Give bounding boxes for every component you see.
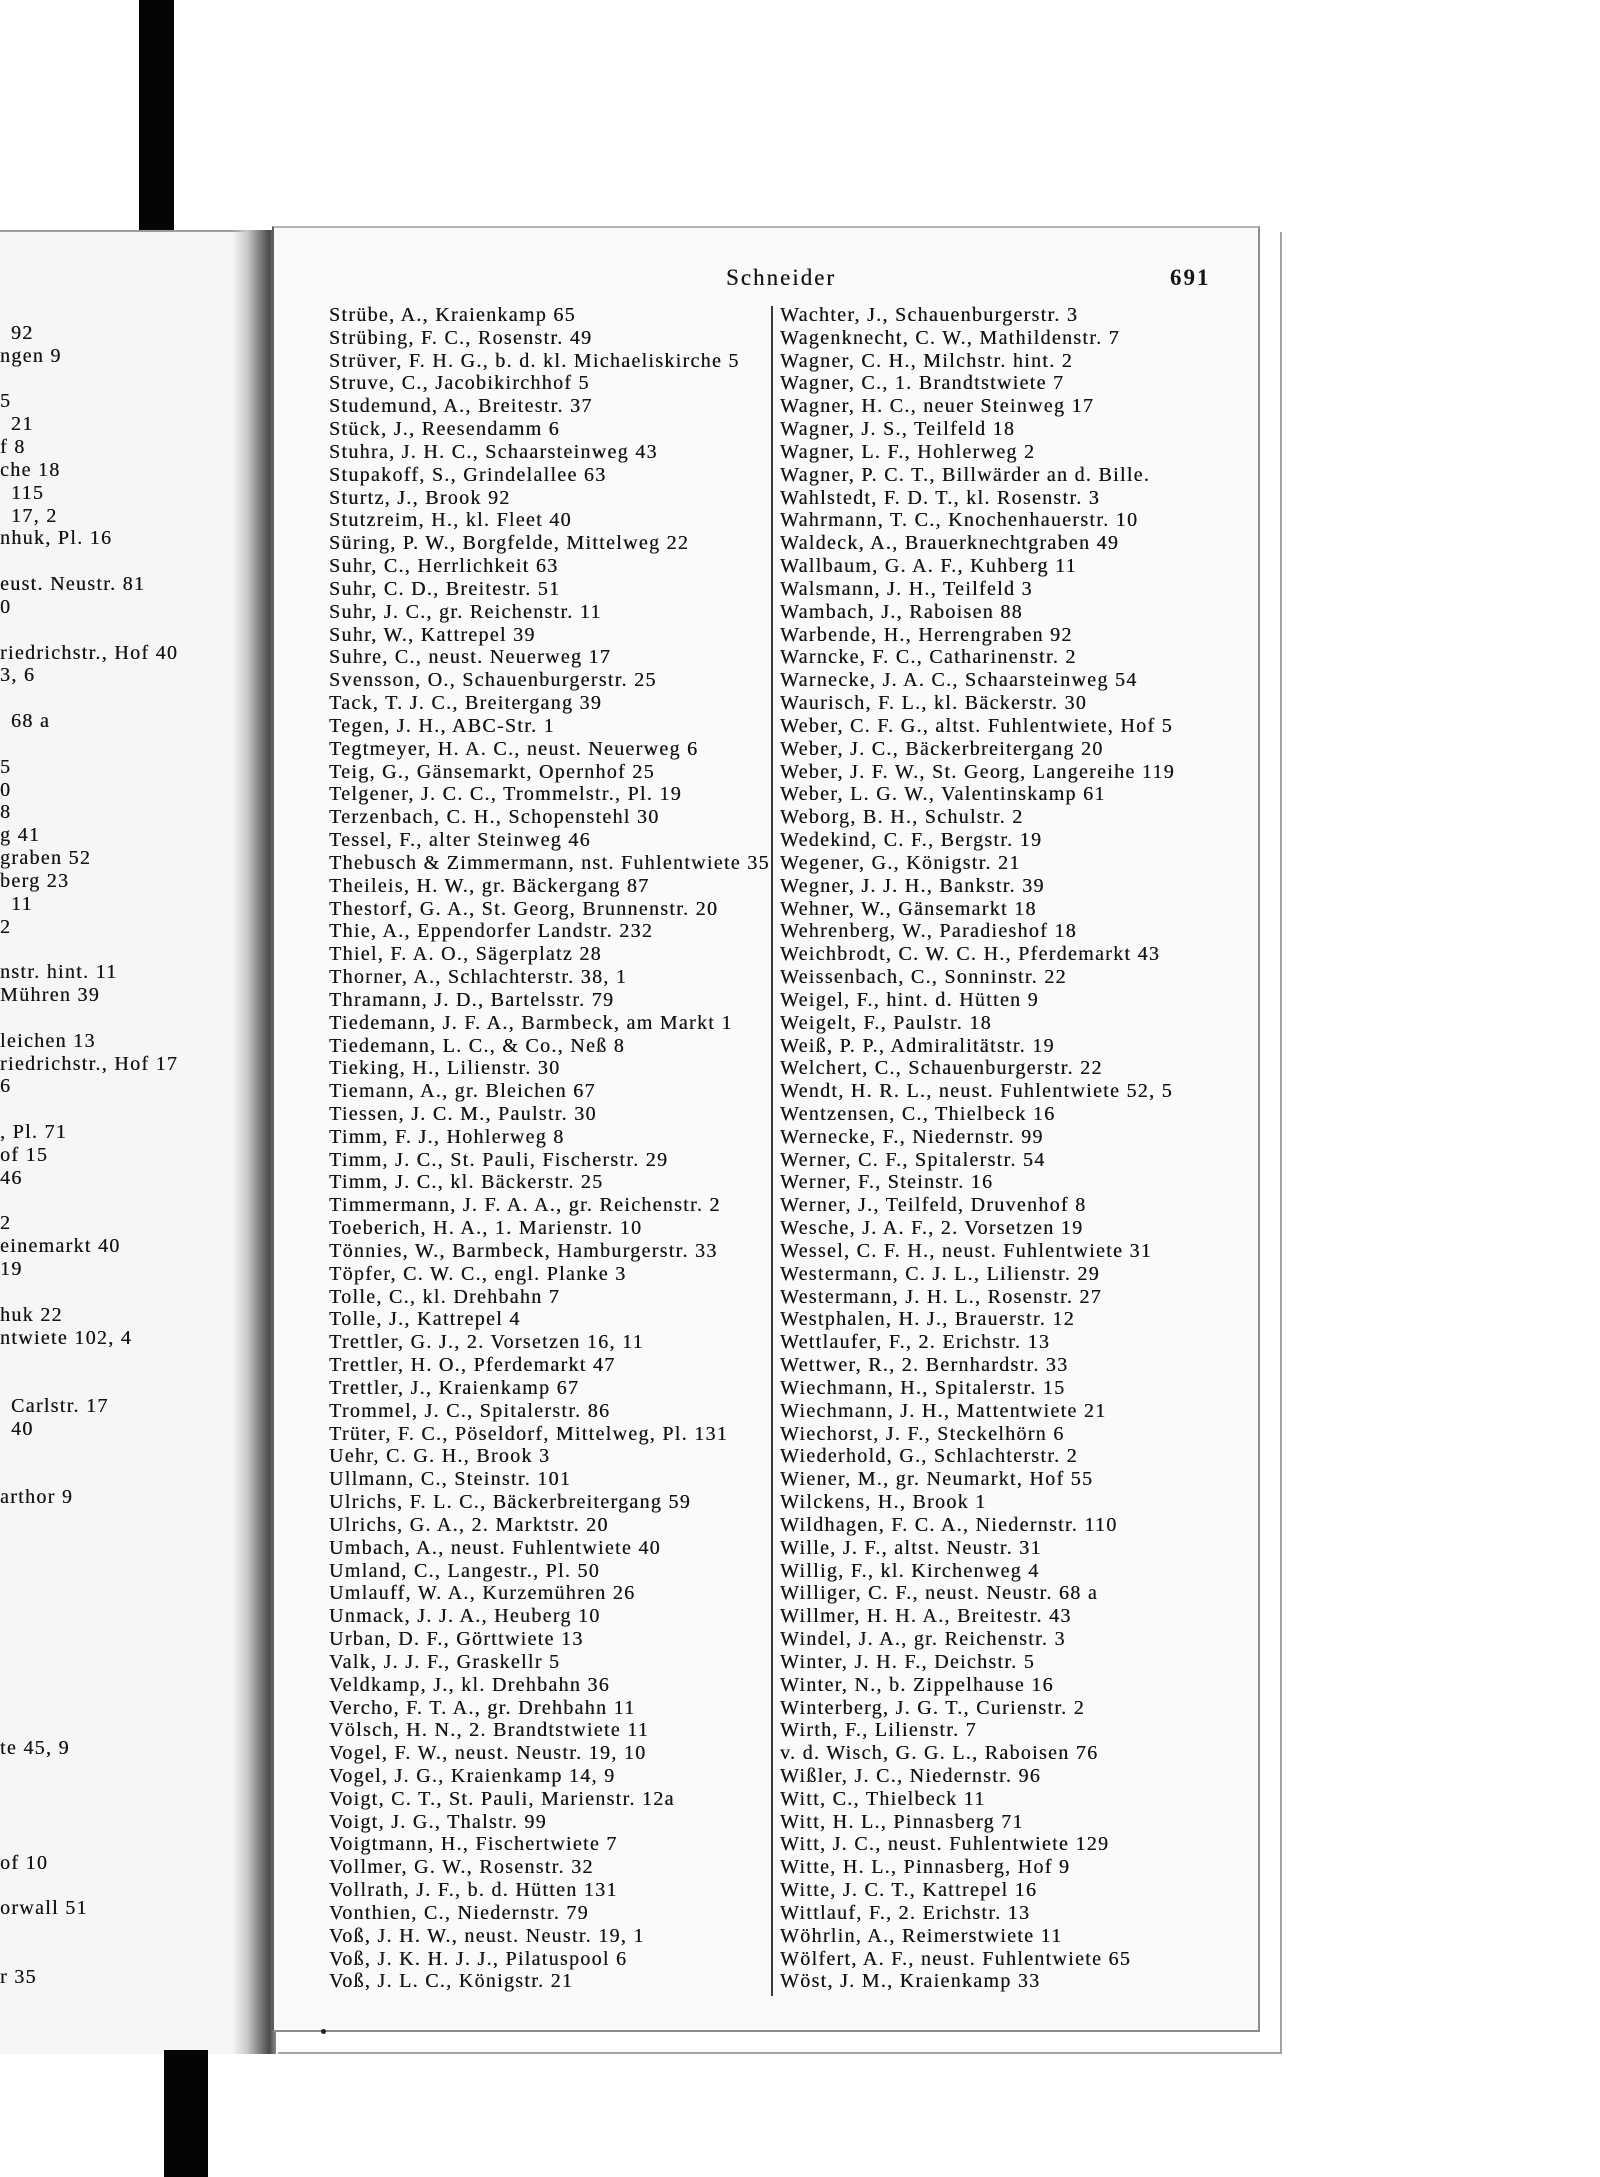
previous-page-line-fragment: 40 [11,1417,34,1440]
directory-entry: Wagenknecht, C. W., Mathildenstr. 7 [780,326,1120,349]
directory-entry: Wallbaum, G. A. F., Kuhberg 11 [780,555,1077,578]
directory-entry: Völsch, H. N., 2. Brandtstwiete 11 [329,1719,650,1742]
directory-entry: Westphalen, H. J., Brauerstr. 12 [780,1308,1075,1331]
directory-entry: Wahlstedt, F. D. T., kl. Rosenstr. 3 [780,486,1101,509]
previous-page-line-fragment: 3, 6 [0,664,36,687]
directory-entry: Tegen, J. H., ABC-Str. 1 [329,714,555,737]
previous-page-line-fragment: 115 [11,481,45,504]
directory-entry: Umland, C., Langestr., Pl. 50 [329,1559,601,1582]
directory-entry: Vogel, F. W., neust. Neustr. 19, 10 [329,1742,647,1765]
directory-entry: Windel, J. A., gr. Reichenstr. 3 [780,1628,1066,1651]
directory-entry: Suhr, W., Kattrepel 39 [329,623,536,646]
directory-entry: Tolle, J., Kattrepel 4 [329,1308,521,1331]
directory-entry: Wentzensen, C., Thielbeck 16 [780,1102,1056,1125]
directory-entry: Wiechmann, H., Spitalerstr. 15 [780,1376,1066,1399]
directory-entry: Umlauff, W. A., Kurzemühren 26 [329,1582,636,1605]
directory-entry: Weichbrodt, C. W. C. H., Pferdemarkt 43 [780,943,1161,966]
previous-page-line-fragment: 2 [0,1212,12,1235]
page-number: 691 [1170,265,1211,290]
directory-entry: Veldkamp, J., kl. Drehbahn 36 [329,1673,610,1696]
directory-entry: Strübing, F. C., Rosenstr. 49 [329,326,593,349]
directory-entry: Voigt, C. T., St. Pauli, Marienstr. 12a [329,1787,675,1810]
directory-entry: Warbende, H., Herrengraben 92 [780,623,1073,646]
entries-column-left [329,304,770,1993]
previous-page-line-fragment: 92 [11,322,34,344]
previous-page-line-fragment: 68 a [11,710,51,733]
previous-page-line-fragment: of 15 [0,1143,49,1166]
directory-entry: Wölfert, A. F., neust. Fuhlentwiete 65 [780,1947,1132,1970]
directory-entry: Struve, C., Jacobikirchhof 5 [329,372,590,395]
directory-entry: Terzenbach, C. H., Schopenstehl 30 [329,806,660,829]
directory-entry: Wagner, P. C. T., Billwärder an d. Bille. [780,463,1151,486]
directory-entry: Wagner, H. C., neuer Steinweg 17 [780,395,1095,418]
directory-entry: Winterberg, J. G. T., Curienstr. 2 [780,1696,1086,1719]
entries-column-right [780,304,1250,1993]
previous-page-line-fragment: 5 [0,390,12,413]
previous-page-line-fragment: 21 [11,413,34,436]
directory-entry: Stück, J., Reesendamm 6 [329,418,560,441]
previous-page-line-fragment: Mühren 39 [0,984,101,1007]
directory-entry: Studemund, A., Breitestr. 37 [329,395,593,418]
directory-entry: Winter, J. H. F., Deichstr. 5 [780,1650,1036,1673]
directory-entry: Wöhrlin, A., Reimerstwiete 11 [780,1924,1063,1947]
previous-page-line-fragment: che 18 [0,458,61,481]
directory-entry: Vogel, J. G., Kraienkamp 14, 9 [329,1765,616,1787]
previous-page-line-fragment: g 41 [0,824,41,847]
directory-entry: Telgener, J. C. C., Trommelstr., Pl. 19 [329,783,682,806]
previous-page-line-fragment: ntwiete 102, 4 [0,1326,133,1349]
directory-entry: Thestorf, G. A., St. Georg, Brunnenstr. 20 [329,897,719,920]
directory-entry: Wittlauf, F., 2. Erichstr. 13 [780,1901,1031,1924]
previous-page-line-fragment: riedrichstr., Hof 40 [0,641,179,664]
directory-entry: Westermann, C. J. L., Lilienstr. 29 [780,1262,1100,1285]
previous-page-line-fragment: 19 [0,1258,23,1281]
directory-entry: Wessel, C. F. H., neust. Fuhlentwiete 31 [780,1239,1153,1262]
directory-entry: Wilckens, H., Brook 1 [780,1491,987,1514]
directory-entry: Witt, C., Thielbeck 11 [780,1787,986,1810]
directory-entry: Svensson, O., Schauenburgerstr. 25 [329,669,657,692]
directory-entry: Tiedemann, J. F. A., Barmbeck, am Markt 1 [329,1011,733,1034]
directory-entry: Walsmann, J. H., Teilfeld 3 [780,577,1033,600]
directory-entry: Williger, C. F., neust. Neustr. 68 a [780,1582,1099,1605]
directory-entry: Wettwer, R., 2. Bernhardstr. 33 [780,1354,1069,1377]
directory-entry: Suhre, C., neust. Neuerweg 17 [329,646,612,669]
directory-entry: Vonthien, C., Niedernstr. 79 [329,1901,589,1924]
directory-entry: Tiemann, A., gr. Bleichen 67 [329,1080,596,1103]
directory-entry: Wesche, J. A. F., 2. Vorsetzen 19 [780,1217,1084,1240]
directory-entry: Weber, J. C., Bäckerbreitergang 20 [780,737,1104,760]
directory-entry: Urban, D. F., Görttwiete 13 [329,1628,584,1651]
directory-entry: Timm, J. C., St. Pauli, Fischerstr. 29 [329,1148,669,1171]
directory-entry: Warncke, F. C., Catharinenstr. 2 [780,646,1077,669]
directory-entry: Voß, J. L. C., Königstr. 21 [329,1970,574,1993]
directory-entry: Wahrmann, T. C., Knochenhauerstr. 10 [780,509,1139,532]
directory-entry: Wagner, J. S., Teilfeld 18 [780,418,1016,441]
directory-entry: Strüver, F. H. G., b. d. kl. Michaeliskirche 5 [329,349,740,372]
directory-entry: Witte, J. C. T., Kattrepel 16 [780,1879,1038,1902]
directory-entry: Uehr, C. G. H., Brook 3 [329,1445,551,1468]
directory-entry: Werner, F., Steinstr. 16 [780,1171,994,1194]
previous-page-line-fragment: 5 [0,755,12,778]
directory-entry: Voigt, J. G., Thalstr. 99 [329,1810,547,1833]
directory-entry: Wettlaufer, F., 2. Erichstr. 13 [780,1331,1051,1354]
directory-entry: Wendt, H. R. L., neust. Fuhlentwiete 52, 5 [780,1080,1173,1103]
directory-entry: Weigel, F., hint. d. Hütten 9 [780,988,1039,1011]
previous-page-line-fragment: graben 52 [0,847,92,870]
page-gutter [232,230,276,2054]
scan-border-strip-bottom [164,2050,208,2177]
directory-entry: Weiß, P. P., Admiralitätstr. 19 [780,1034,1055,1057]
directory-entry: Wille, J. F., altst. Neustr. 31 [780,1536,1042,1559]
previous-page-line-fragment: einemarkt 40 [0,1235,121,1258]
previous-page-line-fragment: riedrichstr., Hof 17 [0,1052,179,1075]
directory-entry: Teig, G., Gänsemarkt, Opernhof 25 [329,760,655,783]
previous-page-line-fragment: 6 [0,1075,12,1098]
previous-page-line-fragment: leichen 13 [0,1029,96,1052]
previous-page-line-fragment: arthor 9 [0,1486,74,1509]
previous-page-lines [0,232,250,2054]
directory-entry: Unmack, J. J. A., Heuberg 10 [329,1605,601,1628]
directory-entry: Voß, J. K. H. J. J., Pilatuspool 6 [329,1947,628,1970]
ink-speck [321,2029,326,2034]
directory-entry: Tönnies, W., Barmbeck, Hamburgerstr. 33 [329,1239,718,1262]
previous-page [0,230,250,2054]
directory-entry: Timm, F. J., Hohlerweg 8 [329,1125,565,1148]
directory-entry: Tiessen, J. C. M., Paulstr. 30 [329,1102,597,1125]
directory-entry: Wirth, F., Lilienstr. 7 [780,1719,977,1742]
directory-entry: Thie, A., Eppendorfer Landstr. 232 [329,920,654,943]
directory-entry: Wildhagen, F. C. A., Niedernstr. 110 [780,1513,1118,1536]
directory-entry: Wöst, J. M., Kraienkamp 33 [780,1970,1041,1993]
directory-entry: Wambach, J., Raboisen 88 [780,600,1023,623]
directory-entry: Weborg, B. H., Schulstr. 2 [780,806,1024,829]
directory-entry: Witt, H. L., Pinnasberg 71 [780,1810,1024,1833]
directory-entry: Tack, T. J. C., Breitergang 39 [329,692,603,715]
directory-entry: Tieking, H., Lilienstr. 30 [329,1057,561,1080]
directory-entry: Wachter, J., Schauenburgerstr. 3 [780,304,1079,326]
directory-entry: v. d. Wisch, G. G. L., Raboisen 76 [780,1742,1099,1765]
previous-page-line-fragment: 0 [0,595,12,618]
previous-page-line-fragment: huk 22 [0,1303,63,1326]
directory-entry: Töpfer, C. W. C., engl. Planke 3 [329,1262,627,1285]
previous-page-line-fragment: berg 23 [0,869,70,892]
directory-entry: Tegtmeyer, H. A. C., neust. Neuerweg 6 [329,737,699,760]
directory-entry: Winter, N., b. Zippelhause 16 [780,1673,1054,1696]
directory-entry: Süring, P. W., Borgfelde, Mittelweg 22 [329,532,690,555]
directory-entry: Vercho, F. T. A., gr. Drehbahn 11 [329,1696,636,1719]
directory-entry: Werner, J., Teilfeld, Druvenhof 8 [780,1194,1087,1217]
directory-entry: Voß, J. H. W., neust. Neustr. 19, 1 [329,1924,645,1947]
directory-entry: Tessel, F., alter Steinweg 46 [329,829,591,852]
previous-page-line-fragment: eust. Neustr. 81 [0,573,146,596]
directory-entry: Welchert, C., Schauenburgerstr. 22 [780,1057,1103,1080]
previous-page-line-fragment: Carlstr. 17 [11,1395,109,1417]
previous-page-line-fragment: of 10 [0,1851,49,1874]
directory-entry: Vollrath, J. F., b. d. Hütten 131 [329,1879,618,1902]
directory-entry: Waldeck, A., Brauerknechtgraben 49 [780,532,1120,555]
previous-page-line-fragment: 0 [0,778,12,801]
directory-entry: Vollmer, G. W., Rosenstr. 32 [329,1856,594,1879]
directory-entry: Wehner, W., Gänsemarkt 18 [780,897,1037,920]
directory-entry: Wiederhold, G., Schlachterstr. 2 [780,1445,1078,1468]
directory-entry: Stuhra, J. H. C., Schaarsteinweg 43 [329,440,658,463]
directory-entry: Suhr, J. C., gr. Reichenstr. 11 [329,600,602,623]
directory-entry: Stutzreim, H., kl. Fleet 40 [329,509,572,532]
previous-page-line-fragment: te 45, 9 [0,1737,70,1760]
directory-entry: Thramann, J. D., Bartelsstr. 79 [329,988,615,1011]
previous-page-line-fragment: , Pl. 71 [0,1121,68,1144]
directory-entry: Wegner, J. J. H., Bankstr. 39 [780,874,1045,897]
directory-entry: Wedekind, C. F., Bergstr. 19 [780,829,1043,852]
previous-page-line-fragment: orwall 51 [0,1897,88,1920]
directory-entry: Ulrichs, G. A., 2. Marktstr. 20 [329,1513,609,1536]
directory-entry: Trettler, G. J., 2. Vorsetzen 16, 11 [329,1331,644,1354]
directory-entry: Trettler, H. O., Pferdemarkt 47 [329,1354,616,1377]
directory-entry: Weber, L. G. W., Valentinskamp 61 [780,783,1106,806]
directory-entry: Wiener, M., gr. Neumarkt, Hof 55 [780,1468,1094,1491]
running-head: Schneider [726,265,836,290]
scan-border-strip-top [139,0,174,232]
previous-page-line-fragment: nstr. hint. 11 [0,961,118,984]
directory-entry: Weber, J. F. W., St. Georg, Langereihe 119 [780,760,1175,783]
directory-entry: Wiechmann, J. H., Mattentwiete 21 [780,1399,1107,1422]
directory-entry: Waurisch, F. L., kl. Bäckerstr. 30 [780,692,1088,715]
directory-entry: Wehrenberg, W., Paradieshof 18 [780,920,1077,943]
directory-entry: Thiel, F. A. O., Sägerplatz 28 [329,943,602,966]
directory-entry: Wernecke, F., Niedernstr. 99 [780,1125,1044,1148]
directory-entry: Strübe, A., Kraienkamp 65 [329,304,576,326]
directory-entry: Ulrichs, F. L. C., Bäckerbreitergang 59 [329,1491,691,1514]
previous-page-line-fragment: 11 [11,892,33,915]
directory-entry: Toeberich, H. A., 1. Marienstr. 10 [329,1217,643,1240]
directory-entry: Trommel, J. C., Spitalerstr. 86 [329,1399,611,1422]
directory-entry: Timmermann, J. F. A. A., gr. Reichenstr. 2 [329,1194,721,1217]
previous-page-line-fragment: f 8 [0,436,26,459]
directory-entry: Valk, J. J. F., Graskellr 5 [329,1650,561,1673]
directory-entry: Suhr, C. D., Breitestr. 51 [329,577,561,600]
directory-entry: Weber, C. F. G., altst. Fuhlentwiete, Hof 5 [780,714,1173,737]
directory-entry: Timm, J. C., kl. Bäckerstr. 25 [329,1171,604,1194]
directory-entry: Thebusch & Zimmermann, nst. Fuhlentwiete 35 [329,851,770,874]
directory-entry: Willmer, H. H. A., Breitestr. 43 [780,1605,1072,1628]
previous-page-line-fragment: 2 [0,915,12,938]
directory-entry: Witt, J. C., neust. Fuhlentwiete 129 [780,1833,1110,1856]
directory-entry: Umbach, A., neust. Fuhlentwiete 40 [329,1536,661,1559]
previous-page-line-fragment: 46 [0,1166,23,1189]
directory-entry: Warnecke, J. A. C., Schaarsteinweg 54 [780,669,1138,692]
previous-page-line-fragment: r 35 [0,1965,37,1988]
directory-entry: Wißler, J. C., Niedernstr. 96 [780,1765,1042,1787]
directory-entry: Voigtmann, H., Fischertwiete 7 [329,1833,618,1856]
directory-entry: Wegener, G., Königstr. 21 [780,851,1021,874]
previous-page-line-fragment: ngen 9 [0,344,62,367]
directory-entry: Trettler, J., Kraienkamp 67 [329,1376,580,1399]
directory-entry: Tiedemann, L. C., & Co., Neß 8 [329,1034,626,1057]
previous-page-line-fragment: 17, 2 [11,504,58,527]
directory-entry: Werner, C. F., Spitalerstr. 54 [780,1148,1046,1171]
previous-page-line-fragment: nhuk, Pl. 16 [0,527,113,550]
directory-entry: Theileis, H. W., gr. Bäckergang 87 [329,874,650,897]
directory-entry: Wagner, L. F., Hohlerweg 2 [780,440,1036,463]
directory-entry: Ullmann, C., Steinstr. 101 [329,1468,572,1491]
directory-entry: Wagner, C. H., Milchstr. hint. 2 [780,349,1074,372]
directory-entry: Willig, F., kl. Kirchenweg 4 [780,1559,1040,1582]
directory-entry: Wagner, C., 1. Brandtstwiete 7 [780,372,1065,395]
directory-entry: Trüter, F. C., Pöseldorf, Mittelweg, Pl. 131 [329,1422,729,1445]
directory-entry: Tolle, C., kl. Drehbahn 7 [329,1285,561,1308]
column-divider [771,306,773,1996]
directory-entry: Thorner, A., Schlachterstr. 38, 1 [329,966,628,989]
directory-entry: Sturtz, J., Brook 92 [329,486,511,509]
directory-entry: Witte, H. L., Pinnasberg, Hof 9 [780,1856,1071,1879]
directory-entry: Stupakoff, S., Grindelallee 63 [329,463,607,486]
directory-entry: Wiechorst, J. F., Steckelhörn 6 [780,1422,1065,1445]
directory-entry: Weigelt, F., Paulstr. 18 [780,1011,992,1034]
previous-page-line-fragment: 8 [0,801,12,824]
directory-entry: Westermann, J. H. L., Rosenstr. 27 [780,1285,1103,1308]
directory-entry: Suhr, C., Herrlichkeit 63 [329,555,559,578]
directory-entry: Weissenbach, C., Sonninstr. 22 [780,966,1067,989]
